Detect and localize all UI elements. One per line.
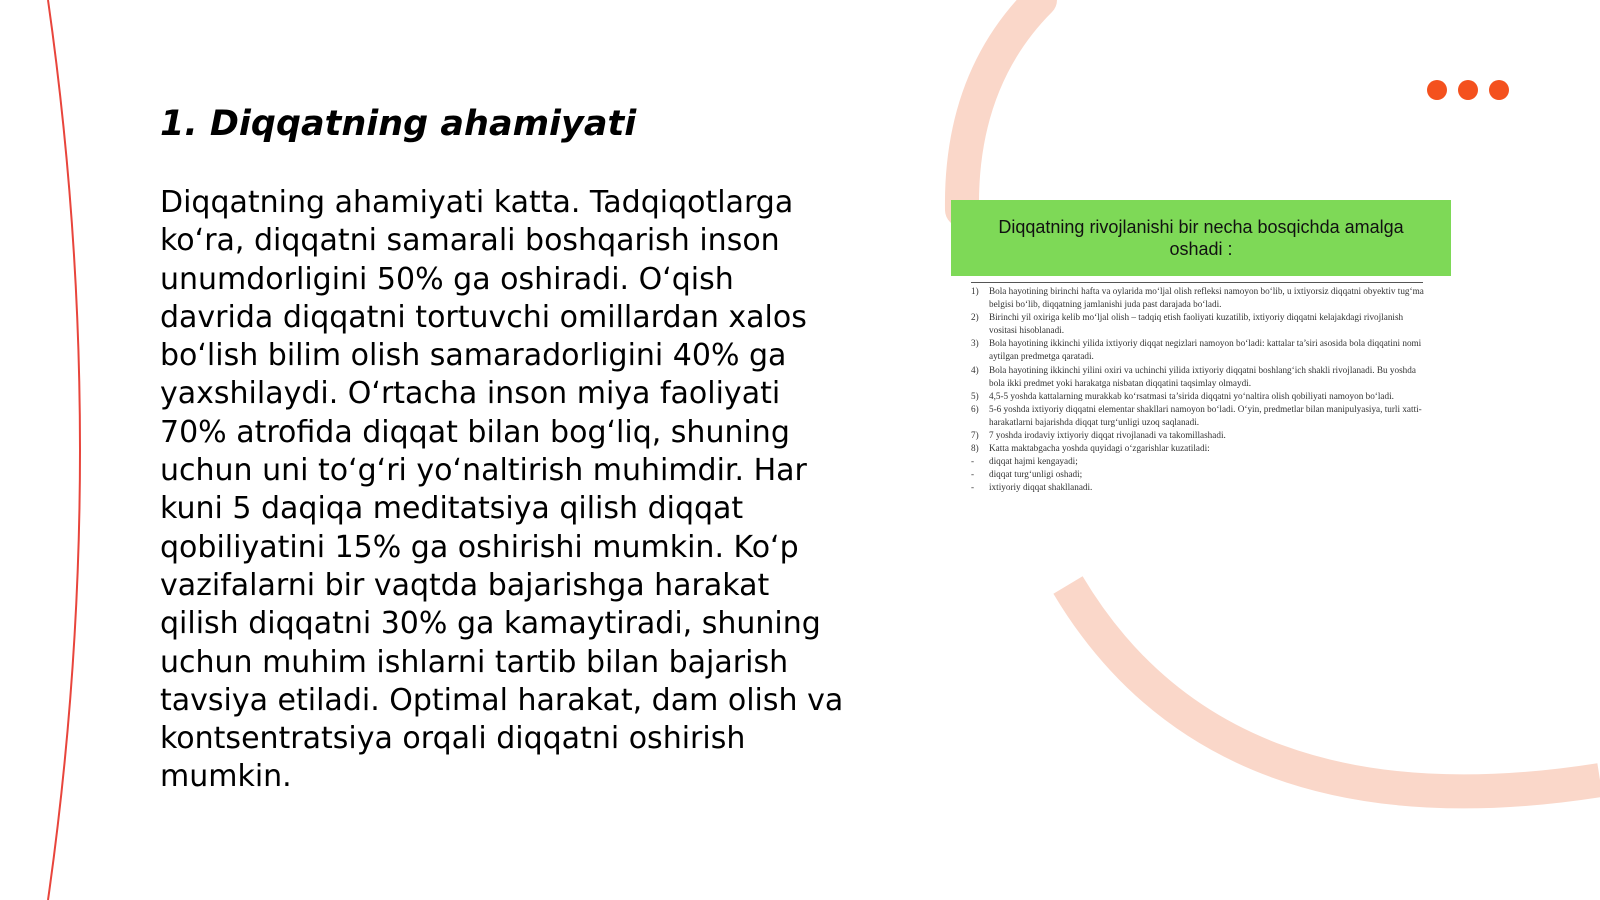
list-item-number: 8) <box>971 443 979 454</box>
list-item-text: Katta maktabgacha yoshda quyidagi o‘zgarishlar kuzatiladi: <box>989 443 1210 454</box>
list-item-text: Birinchi yil oxiriga kelib mo‘ljal olish – tadqiq etish faoliyati kuzatilib, ixtiyoriy diqqatni kelajakdagi rivojlanish vositasi hisoblanadi. <box>989 312 1404 336</box>
list-item-number: - <box>971 482 975 493</box>
dot-icon <box>1427 80 1447 100</box>
list-item-number: 3) <box>971 338 979 349</box>
document-list-item <box>971 285 1425 311</box>
menu-dots-icon <box>1427 80 1509 100</box>
document-list-item <box>971 311 1425 337</box>
list-item-text: ixtiyoriy diqqat shakllanadi. <box>989 482 1093 493</box>
decorative-red-curve <box>48 0 80 900</box>
dot-icon <box>1489 80 1509 100</box>
document-header: Diqqatning rivojlanishi bir necha bosqichda amalga oshadi : <box>951 200 1451 276</box>
slide-body-text: Diqqatning ahamiyati katta. Tadqiqotlarga ko‘ra, diqqatni samarali boshqarish inson unumdorligini 50% ga oshiradi. O‘qish davrida diqqatni tortuvchi omillardan xalos bo‘lish bilim olish samaradorligini 40% ga yaxshilaydi. O‘rtacha inson miya faoliyati 70% atrofida diqqat bilan bog‘liq, shuning uchun uni to‘g‘ri yo‘naltirish muhimdir. Har kuni 5 daqiqa meditatsiya qilish diqqat qobiliyatini 15% ga oshirishi mumkin. Ko‘p vazifalarni bir vaqtda bajarishga harakat qilish diqqatni 30% ga kamaytiradi, shuning uchun muhim ishlarni tartib bilan bajarish tavsiya etiladi. Optimal harakat, dam olish va kontsentratsiya orqali diqqatni oshirish mumkin. <box>160 185 844 795</box>
list-item-number: 6) <box>971 403 979 414</box>
document-list-item <box>971 403 1425 429</box>
list-item-text: Bola hayotining birinchi hafta va oylarida mo‘ljal olish refleksi namoyon bo‘lib, u ixtiyorsiz diqqatni obyektiv tug‘ma belgisi bo‘lib, diqqatning jamlanishi juda past darajada bo‘ladi. <box>989 286 1424 310</box>
list-item-number: - <box>971 469 975 480</box>
list-item-number: 1) <box>971 286 979 296</box>
list-item-text: 5-6 yoshda ixtiyoriy diqqatni elementar shakllari namoyon bo‘ladi. O‘yin, predmetlar bilan manipulyasiya, turli xatti-harakatlarni bajarishda diqqat turg‘unligi uzoq saqlanadi. <box>989 403 1422 427</box>
slide-title: 1. Diqqatning ahamiyati <box>160 104 637 144</box>
document-list-item <box>971 442 1425 455</box>
list-item-number: 2) <box>971 312 979 323</box>
dot-icon <box>1458 80 1478 100</box>
document-list-item <box>971 429 1425 442</box>
document-list-item <box>971 455 1425 468</box>
document-image <box>951 200 1451 520</box>
list-item-number: 5) <box>971 390 979 401</box>
list-item-text: diqqat turg‘unligi oshadi; <box>989 469 1083 480</box>
document-list-item <box>971 390 1425 403</box>
document-list-item <box>971 468 1425 481</box>
list-item-text: diqqat hajmi kengayadi; <box>989 456 1078 467</box>
document-list-item <box>971 364 1425 390</box>
list-item-number: 7) <box>971 430 979 441</box>
document-list-item <box>971 337 1425 363</box>
decorative-ring-arc-bottom <box>1068 585 1600 791</box>
list-item-text: 7 yoshda irodaviy ixtiyoriy diqqat rivojlanadi va takomillashadi. <box>989 430 1226 441</box>
document-list-item <box>971 481 1425 494</box>
list-item-number: - <box>971 456 975 467</box>
list-item-text: 4,5-5 yoshda kattalarning murakkab ko‘rsatmasi ta’sirida diqqatni yo‘naltira olish qobiliyati namoyon bo‘ladi. <box>989 390 1394 401</box>
list-item-number: 4) <box>971 364 979 375</box>
list-item-text: Bola hayotining ikkinchi yilini oxiri va uchinchi yilida ixtiyoriy diqqatni boshlang‘ich shakli rivojlanadi. Bu yoshda bola ikki predmet yoki harakatga nisbatan diqqatini taqsimlay olmaydi. <box>989 364 1416 388</box>
decorative-ring-arc-top <box>962 0 1040 210</box>
document-divider <box>971 282 1423 283</box>
document-list <box>951 285 1451 495</box>
list-item-text: Bola hayotining ikkinchi yilida ixtiyoriy diqqat negizlari namoyon bo‘ladi: kattalar ta’siri asosida bola diqqatini nomi aytilgan predmetga qaratadi. <box>989 338 1422 362</box>
